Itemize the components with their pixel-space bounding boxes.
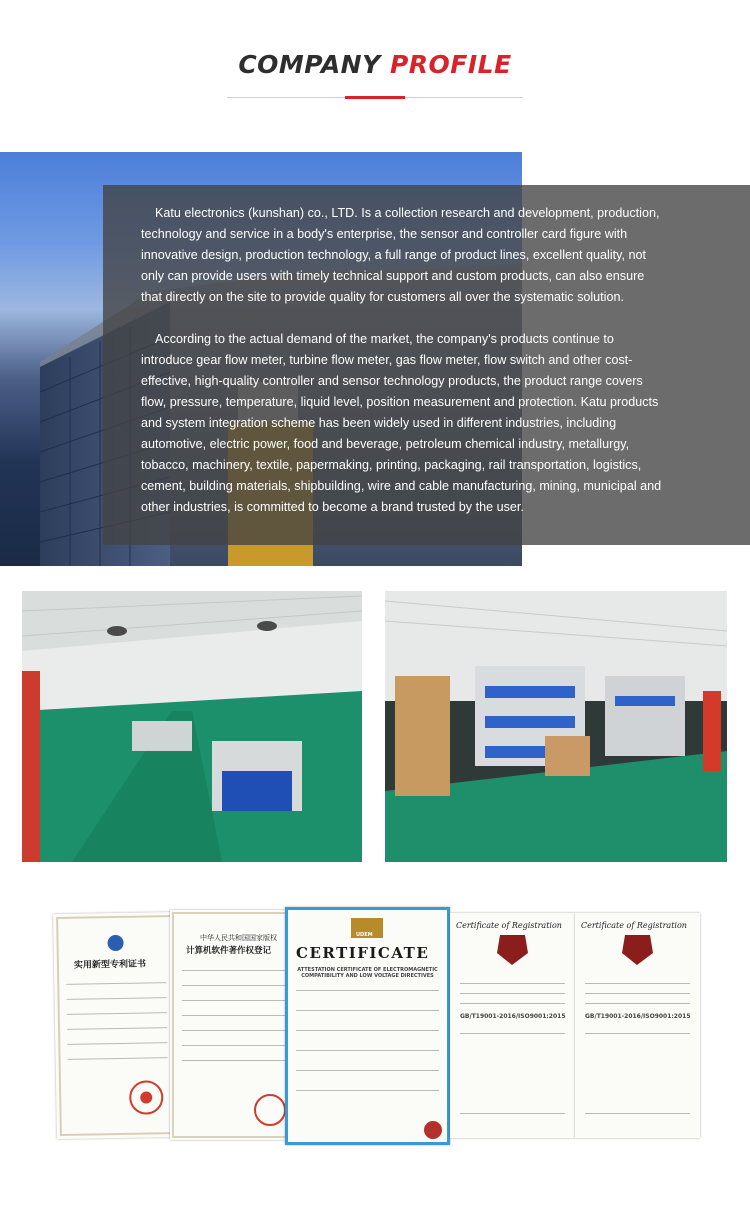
iso-certificate-2-standard: GB/T19001-2016/ISO9001:2015 xyxy=(585,1013,691,1020)
copyright-title-line1: 中华人民共和国国家版权 xyxy=(200,934,277,942)
page-title xyxy=(0,50,750,79)
ce-certificate-title: CERTIFICATE xyxy=(296,944,430,962)
profile-paragraph-1: Katu electronics (kunshan) co., LTD. Is a collection research and development, production, technology and service in a body's enterprise, the sensor and controller card figure with innovative design, production technology, a full range of product lines, excellent quality, not only can provide users with timely technical support and custom products, can also ensure that directly on the site to provide quality for customers all over the systematic solution. xyxy=(141,206,660,304)
title-word-profile: PROFILE xyxy=(389,50,512,79)
iso-certificate-1-title: Certificate of Registration xyxy=(456,921,562,930)
iso-certificate-2-title: Certificate of Registration xyxy=(581,921,687,930)
profile-paragraph-2: According to the actual demand of the market, the company's products continue to introduce gear flow meter, turbine flow meter, gas flow meter, flow switch and other cost-effective, high-quality controller and sensor technology products, the product range covers flow, pressure, temperature, liquid level, position measurement and protection. Katu products and system integration scheme has been widely used in different industries, including automotive, electric power, food and beverage, petroleum chemical industry, metallurgy, tobacco, machinery, textile, papermaking, printing, packaging, rail transportation, logistics, cement, building materials, shipbuilding, wire and cable manufacturing, mining, municipal and other industries, is committed to become a brand trusted by the user. xyxy=(141,332,662,514)
workshop-photo xyxy=(22,591,362,862)
certificates-group xyxy=(45,895,705,1150)
patent-certificate-title: 实用新型专利证书 xyxy=(73,959,147,971)
ce-certificate-subtitle: ATTESTATION CERTIFICATE OF ELECTROMAGNETIC COMPATIBILITY AND LOW VOLTAGE DIRECTIVES xyxy=(297,967,438,979)
iso-registration-certificate-2 xyxy=(575,913,700,1138)
warehouse-photo xyxy=(385,591,727,862)
patent-certificate xyxy=(53,912,182,1139)
title-word-company: COMPANY xyxy=(238,50,381,79)
copyright-title-line2: 计算机软件著作权登记 xyxy=(186,946,272,956)
software-copyright-certificate xyxy=(170,910,300,1140)
iso-registration-certificate-1 xyxy=(450,913,575,1138)
title-divider-accent xyxy=(345,96,405,99)
iso-certificate-1-standard: GB/T19001-2016/ISO9001:2015 xyxy=(460,1013,566,1020)
ce-certificate-badge: UDEM xyxy=(356,932,373,938)
ce-attestation-certificate xyxy=(285,907,450,1145)
